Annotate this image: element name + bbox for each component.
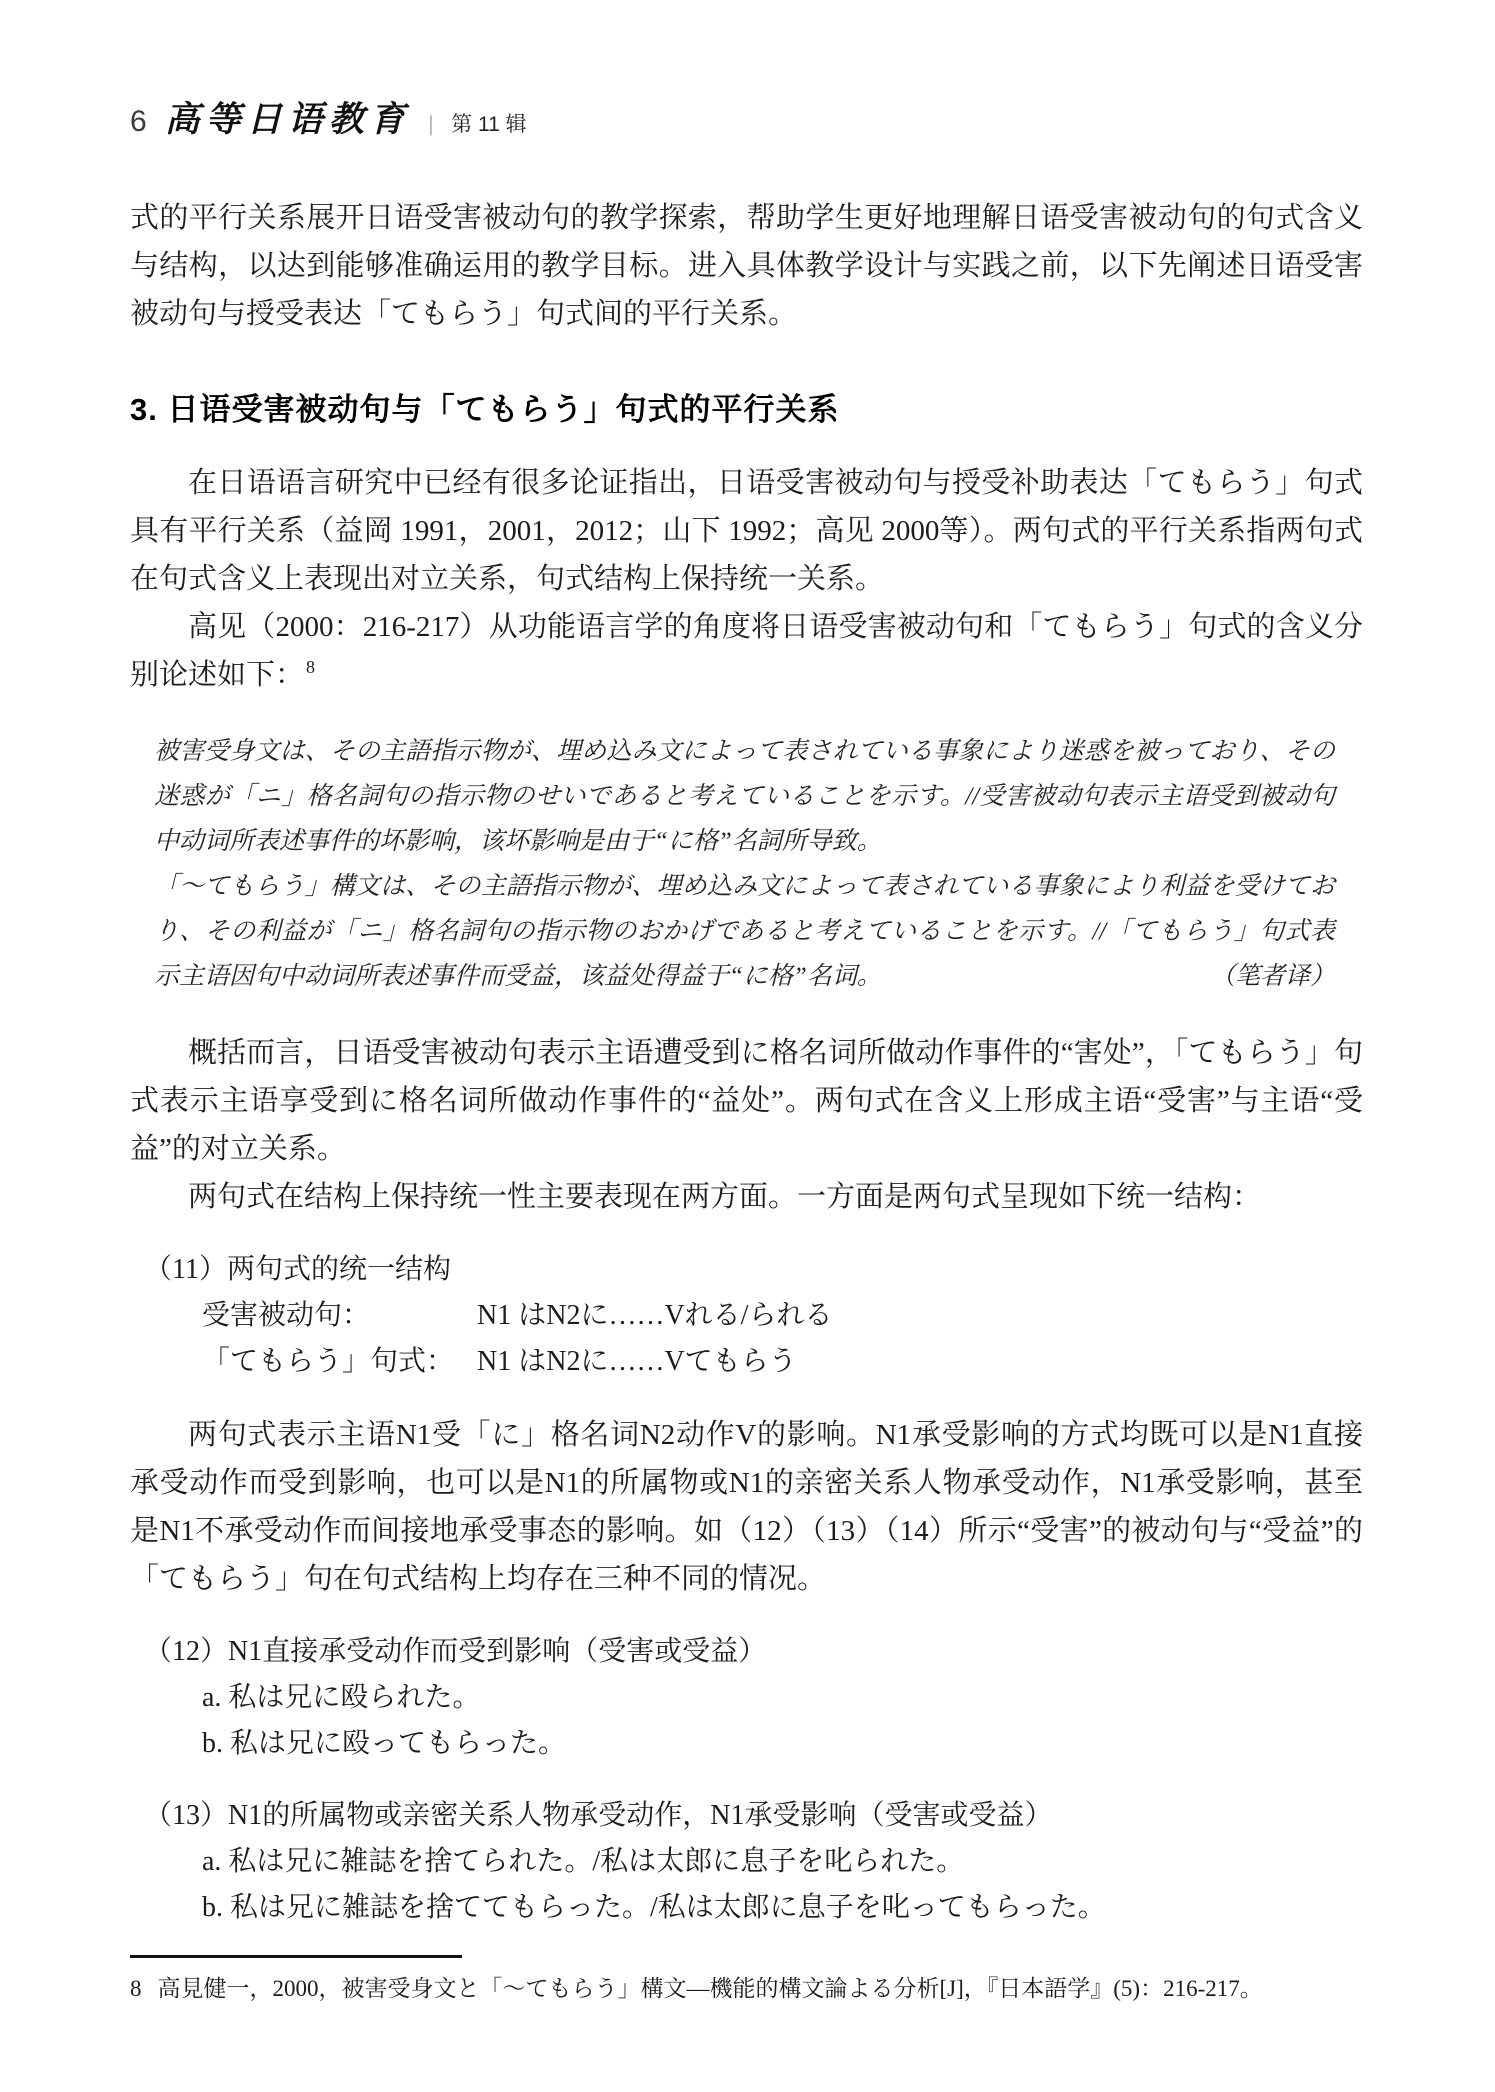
volume-label: 第 11 辑 (451, 113, 527, 136)
example-13 (130, 1793, 1363, 1931)
formula-body-passive: N1 はN2に……Vれる/られる (477, 1300, 833, 1331)
journal-title: 高等日语教育 (164, 100, 411, 139)
formula-body-temorau: N1 はN2に……Vてもらう (477, 1346, 797, 1377)
footnote-reference: 8 (306, 657, 316, 678)
quote-paragraph-passive: 被害受身文は、その主語指示物が、埋め込み文によって表されている事象により迷惑を被っており、その迷惑が「ニ」格名詞句の指示物のせいであると考えていることを示す。//受害被动句表示主语受到被动句中动词所表述事件的坏影响，该坏影响是由于“に格”名詞所导致。 (154, 738, 1335, 855)
paragraph-analysis: 两句式表示主语N1受「に」格名词N2动作V的影响。N1承受影响的方式均既可以是N1直接承受动作而受到影响，也可以是N1的所属物或N1的亲密关系人物承受动作，N1承受影响，甚至是N1不承受动作而间接地承受事态的影响。如（12）（13）（14）所示“受害”的被动句与“受益”的「てもらう」句在句式结构上均存在三种不同的情况。 (130, 1419, 1363, 1595)
example-12-label: （12）N1直接承受动作而受到影响（受害或受益） (144, 1636, 767, 1667)
example-12 (130, 1629, 1363, 1767)
page-header (130, 92, 1363, 138)
example-13-label: （13）N1的所属物或亲密关系人物承受动作，N1承受影响（受害或受益） (144, 1800, 1053, 1831)
translator-note: （笔者译） (1209, 963, 1335, 990)
example-13-item-b: b. 私は兄に雑誌を捨ててもらった。/私は太郎に息子を叱ってもらった。 (202, 1892, 1106, 1923)
quote-block (154, 729, 1335, 999)
page-content (130, 194, 1363, 1931)
paragraph-research-overview: 在日语语言研究中已经有很多论证指出，日语受害被动句与授受补助表达「てもらう」句式具有平行关系（益岡 1991，2001，2012；山下 1992；高见 2000等）。两句式的平行关系指两句式在句式含义上表现出对立关系，句式结构上保持统一关系。 (130, 467, 1363, 595)
paragraph-summary: 概括而言，日语受害被动句表示主语遭受到に格名词所做动作事件的“害处”，「てもらう」句式表示主语享受到に格名词所做动作事件的“益处”。两句式在含义上形成主语“受害”与主语“受益”的对立关系。 (130, 1037, 1363, 1165)
footnote (130, 1972, 1363, 2006)
footnote-text: 高見健一，2000，被害受身文と「〜てもらう」構文—機能的構文論よる分析[J]，『日本語学』(5)：216-217。 (157, 1976, 1263, 2001)
example-11-label: （11）两句式的统一结构 (144, 1254, 451, 1285)
quote-temorau-text: 「〜てもらう」構文は、その主語指示物が、埋め込み文によって表されている事象により利益を受けており、その利益が「ニ」格名詞句の指示物のおかげであると考えていることを示す。//「てもらう」句式表示主语因句中动词所表述事件而受益，该益处得益于“に格”名词。 (154, 873, 1335, 990)
section-heading: 3. 日语受害被动句与「てもらう」句式的平行关系 (130, 392, 840, 427)
formula-row-temorau (202, 1339, 1363, 1385)
footnote-area (130, 1955, 1363, 2006)
paragraph-continuation: 式的平行关系展开日语受害被动句的教学探索，帮助学生更好地理解日语受害被动句的句式含义与结构，以达到能够准确运用的教学目标。进入具体教学设计与实践之前，以下先阐述日语受害被动句与授受表达「てもらう」句式间的平行关系。 (130, 202, 1363, 330)
example-11 (130, 1247, 1363, 1385)
formula-name-temorau: 「てもらう」句式： (202, 1346, 455, 1377)
page-number: 6 (130, 105, 147, 138)
paragraph-takami-text: 高见（2000：216-217）从功能语言学的角度将日语受害被动句和「てもらう」句式的含义分别论述如下： (130, 611, 1363, 691)
footnote-number: 8 (130, 1976, 142, 2001)
formula-row-passive (202, 1293, 1363, 1339)
paragraph-structure-intro: 两句式在结构上保持统一性主要表现在两方面。一方面是两句式呈现如下统一结构： (188, 1181, 1262, 1213)
quote-paragraph-temorau (154, 864, 1335, 999)
example-13-item-a: a. 私は兄に雑誌を捨てられた。/私は太郎に息子を叱られた。 (202, 1846, 965, 1877)
formula-name-passive: 受害被动句： (202, 1300, 371, 1331)
paragraph-takami-intro (130, 603, 1363, 699)
example-12-item-a: a. 私は兄に殴られた。 (202, 1682, 481, 1713)
example-12-item-b: b. 私は兄に殴ってもらった。 (202, 1728, 567, 1759)
header-separator: | (428, 111, 434, 136)
footnote-divider (130, 1955, 462, 1958)
